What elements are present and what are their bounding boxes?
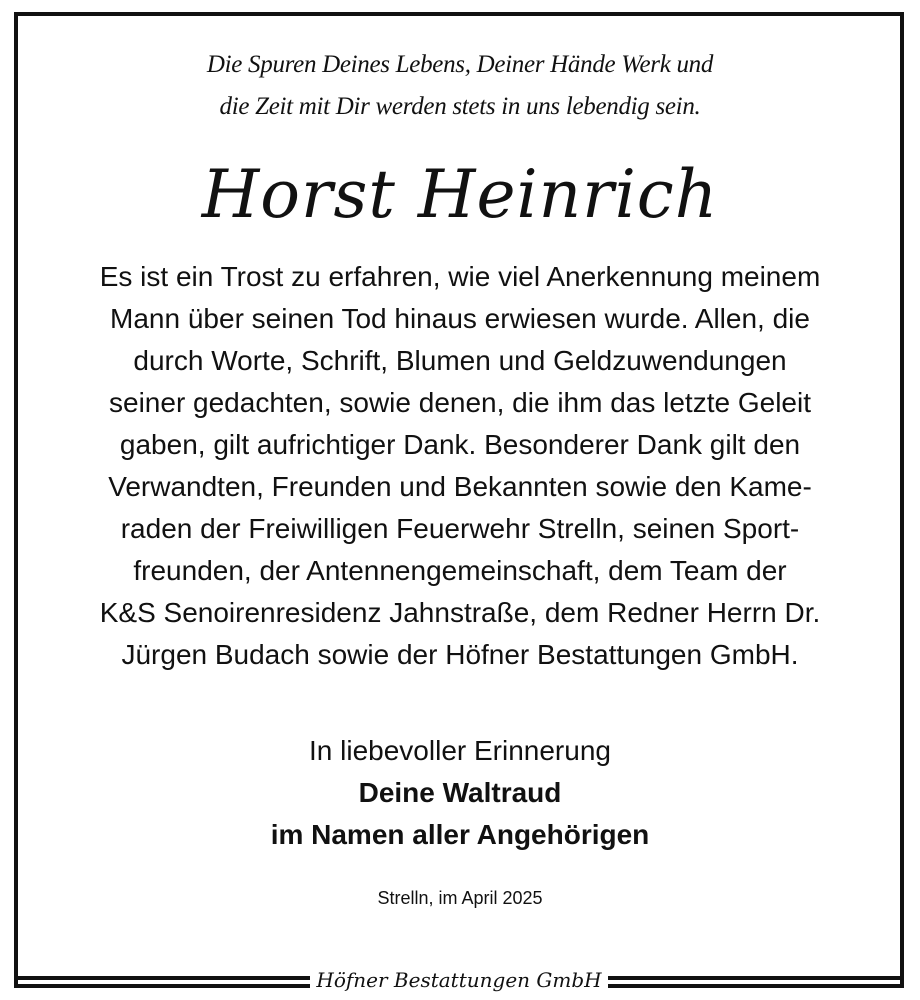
deceased-name: Horst Heinrich — [201, 156, 719, 233]
body-line: gaben, gilt aufrichtiger Dank. Besonderer Dank gilt den — [119, 429, 801, 460]
body-line: raden der Freiwilligen Feuerwehr Strelln, seinen Sport- — [120, 513, 800, 544]
signer-name: Deine Waltraud — [358, 777, 562, 808]
body-line: freunden, der Antennengemeinschaft, dem Team der — [133, 555, 787, 586]
closing-intro: In liebevoller Erinnerung — [309, 735, 611, 766]
body-line: seiner gedachten, sowie denen, die ihm das letzte Geleit — [109, 387, 811, 418]
body-line: Es ist ein Trost zu erfahren, wie viel Anerkennung meinem — [99, 261, 821, 292]
motto-line-2: die Zeit mit Dir werden stets in uns lebendig sein. — [219, 93, 701, 120]
motto-line-1: Die Spuren Deines Lebens, Deiner Hände Werk und — [206, 51, 714, 78]
footer-bar — [14, 968, 904, 992]
closing-block — [0, 730, 920, 856]
footer-rule-right — [608, 976, 904, 980]
funeral-home-signature: Höfner Bestattungen GmbH — [310, 968, 607, 992]
on-behalf-line: im Namen aller Angehörigen — [270, 819, 650, 850]
place-date: Strelln, im April 2025 — [377, 888, 543, 908]
body-line: Mann über seinen Tod hinaus erwiesen wurde. Allen, die — [110, 303, 810, 334]
memorial-motto — [0, 44, 920, 128]
body-line: Jürgen Budach sowie der Höfner Bestattungen GmbH. — [121, 639, 799, 670]
body-line: K&S Senoirenresidenz Jahnstraße, dem Redner Herrn Dr. — [99, 597, 821, 628]
thank-you-text — [0, 256, 920, 676]
body-line: Verwandten, Freunden und Bekannten sowie den Kame- — [108, 471, 812, 502]
footer-rule-left — [14, 976, 310, 980]
body-line: durch Worte, Schrift, Blumen und Geldzuwendungen — [133, 345, 787, 376]
